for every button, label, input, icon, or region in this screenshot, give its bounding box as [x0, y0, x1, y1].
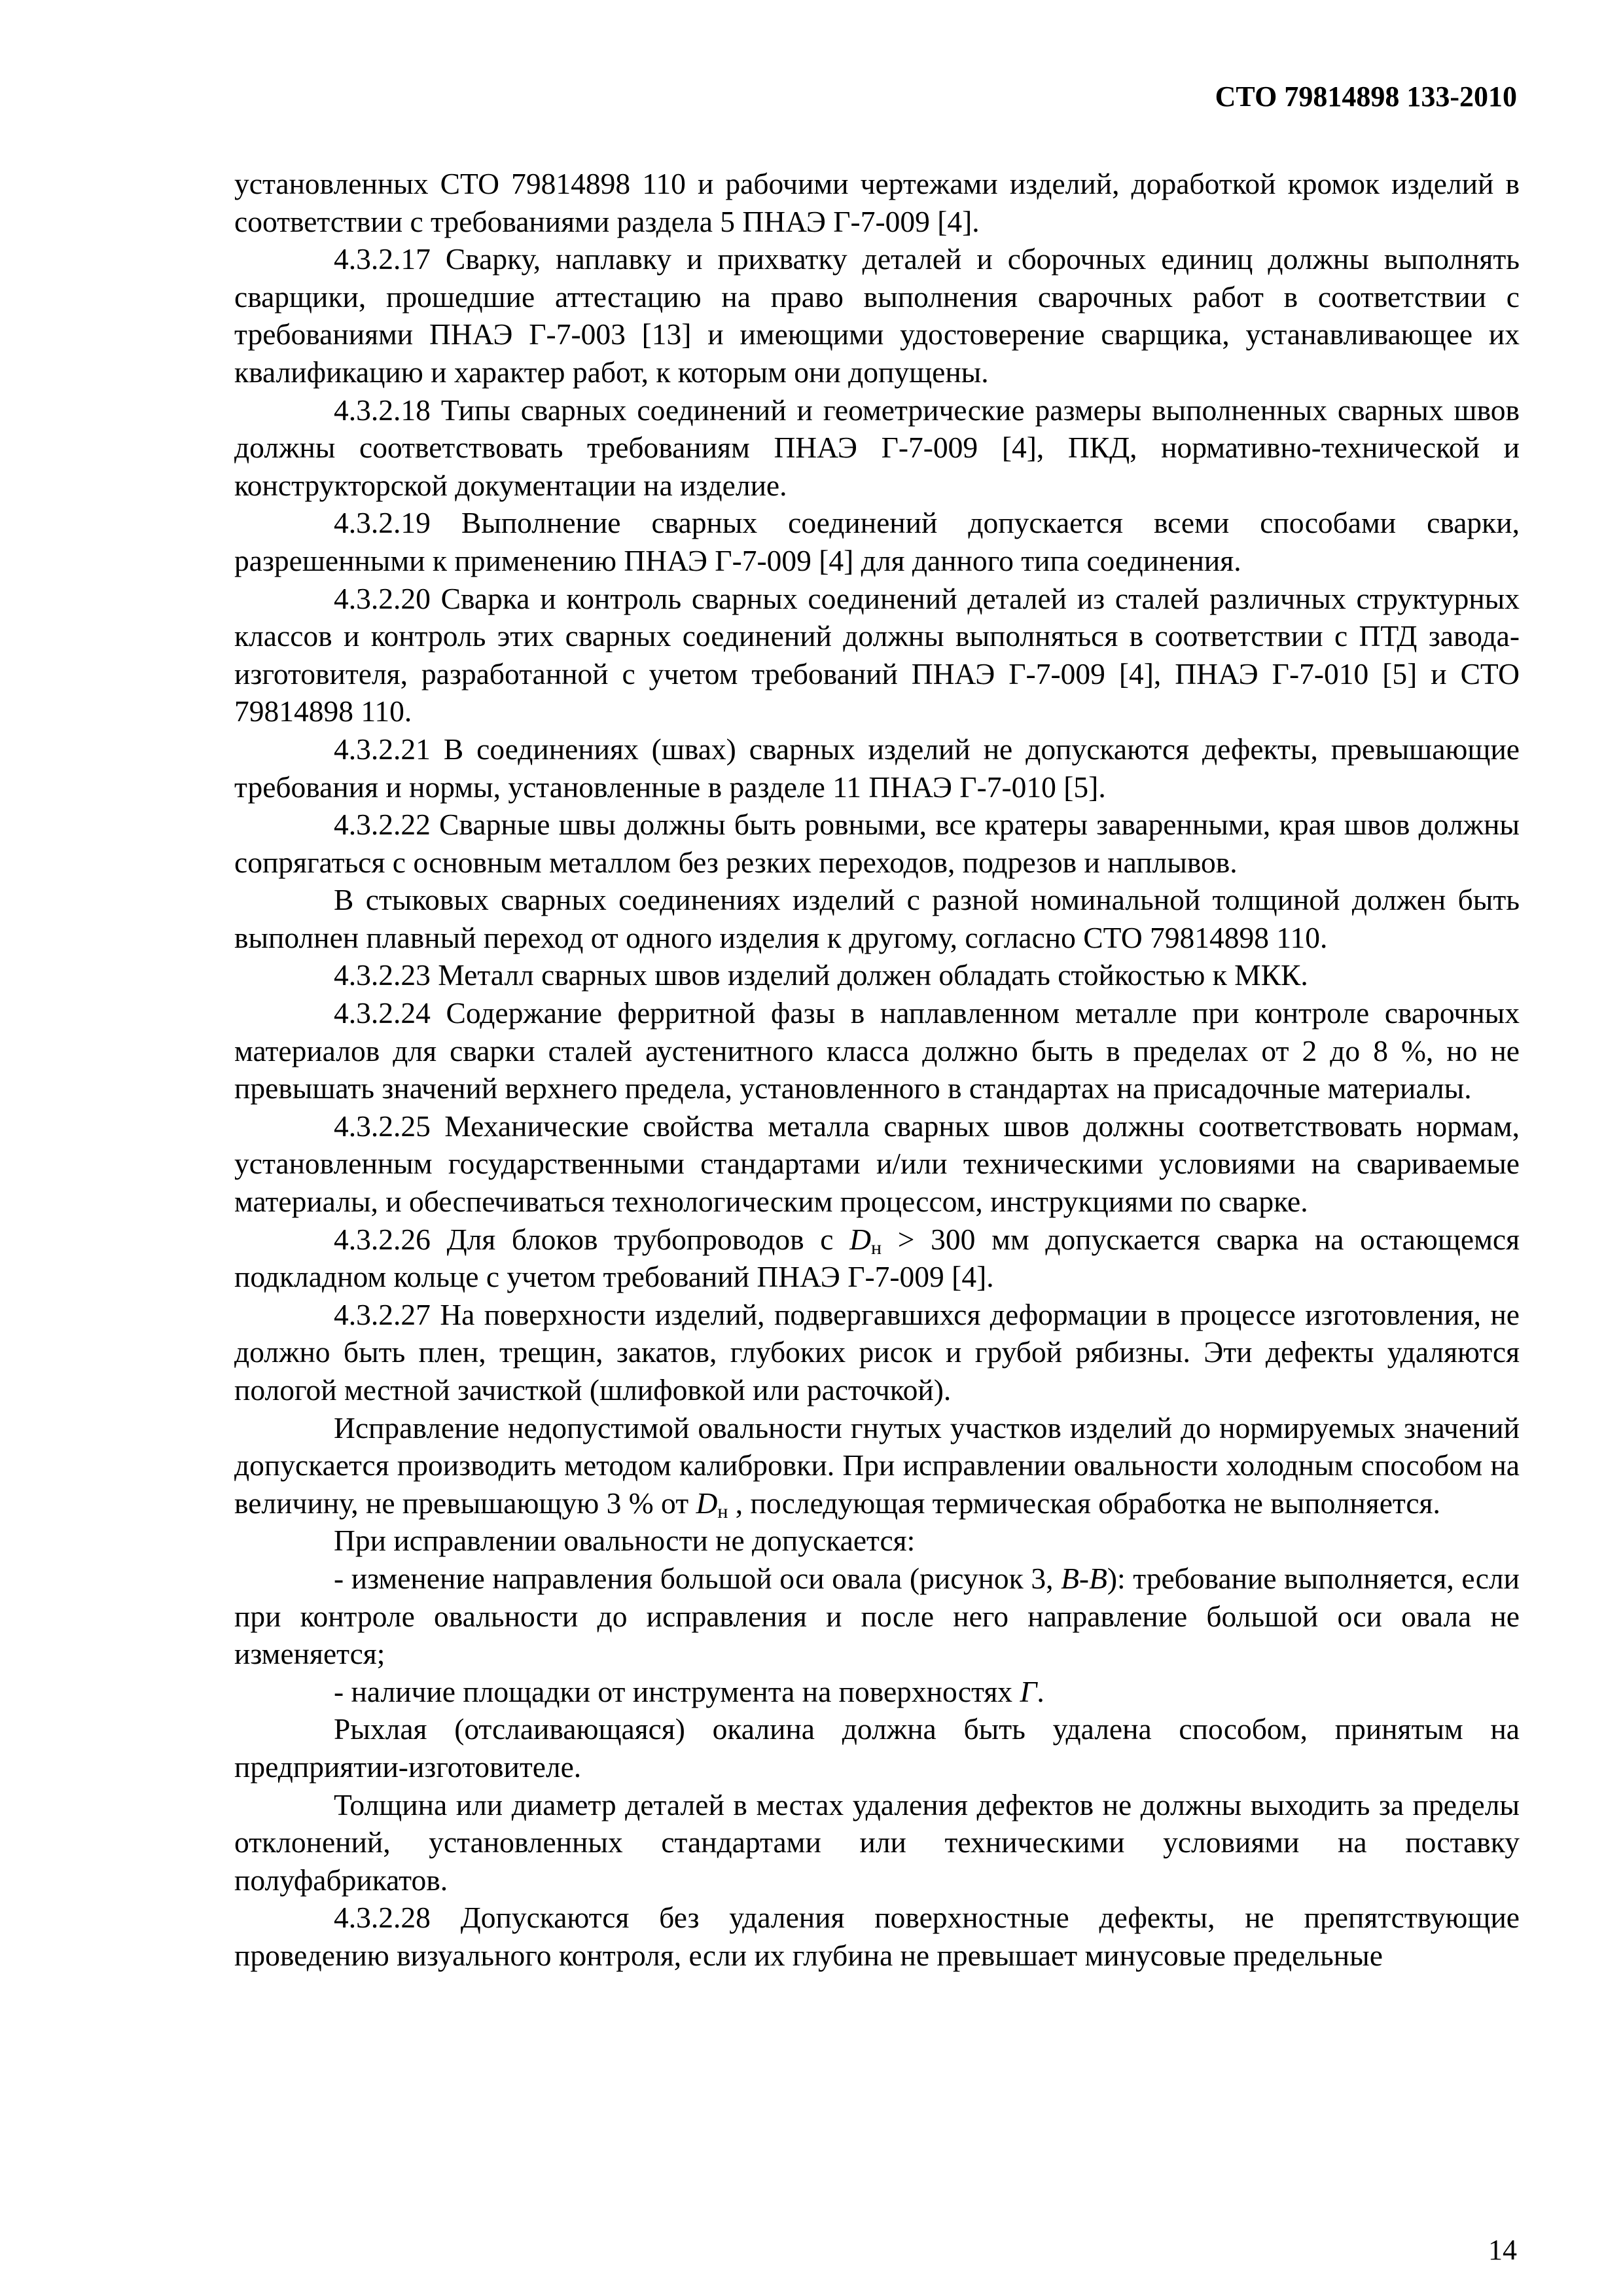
paragraph-pipe-diameter [234, 1221, 1520, 1296]
paragraph: 4.3.2.27 На поверхности изделий, подвергавшихся деформации в процессе изготовления, не должно быть плен, трещин, закатов, глубоких рисок и грубой рябизны. Эти дефекты удаляются пологой местной зачисткой (шлифовкой или расточкой). [234, 1297, 1520, 1407]
paragraph: 4.3.2.17 Сварку, наплавку и прихватку деталей и сборочных единиц должны выполнять сварщики, прошедшие аттестацию на право выполнения сварочных работ в соответствии с требованиями ПНАЭ Г-7-003 [13] и имеющими удостоверение сварщика, устанавливающее их квалификацию и характер работ, к которым они допущены. [234, 242, 1520, 389]
diameter-symbol: D [696, 1486, 718, 1520]
diameter-subscript: н [871, 1236, 882, 1259]
text-run: Исправление недопустимой овальности гнутых участков изделий до нормируемых значений допускается производить методом калибровки. При исправлении овальности холодным способом на величину, не превышающую 3 % от [234, 1410, 1520, 1520]
paragraph: 4.3.2.22 Сварные швы должны быть ровными, все кратеры заваренными, края швов должны сопрягаться с основным металлом без резких переходов, подрезов и наплывов. [234, 808, 1520, 879]
surface-reference: Г [1020, 1674, 1037, 1708]
document-body [234, 165, 1520, 1975]
paragraph: В стыковых сварных соединениях изделий с разной номинальной толщиной должен быть выполнен плавный переход от одного изделия к другому, согласно СТО 79814898 110. [234, 883, 1520, 954]
list-item [234, 1673, 1520, 1711]
text-run: > 300 мм допускается сварка на остающемся подкладном кольце с учетом требований ПНАЭ Г-7-009 [4]. [234, 1222, 1520, 1294]
paragraph: установленных СТО 79814898 110 и рабочими чертежами изделий, доработкой кромок изделий в соответствии с требованиями раздела 5 ПНАЭ Г-7-009 [4]. [234, 167, 1520, 238]
paragraph: 4.3.2.18 Типы сварных соединений и геометрические размеры выполненных сварных швов должны соответствовать требованиям ПНАЭ Г-7-009 [4], ПКД, нормативно-технической и конструкторской документации на изделие. [234, 393, 1520, 502]
text-run: - наличие площадки от инструмента на поверхностях [334, 1674, 1020, 1708]
section-reference: В-В [1061, 1561, 1107, 1595]
text-run: - изменение направления большой оси овала (рисунок 3, [334, 1561, 1061, 1595]
paragraph: 4.3.2.24 Содержание ферритной фазы в наплавленном металле при контроле сварочных материалов для сварки сталей аустенитного класса должно быть в пределах от 2 до 8 %, но не превышать значений верхнего предела, установленного в стандартах на присадочные материалы. [234, 996, 1520, 1105]
paragraph-ovality [234, 1409, 1520, 1522]
document-code-header: СТО 79814898 133-2010 [1215, 81, 1517, 113]
paragraph: 4.3.2.21 В соединениях (швах) сварных изделий не допускаются дефекты, превышающие требования и нормы, установленные в разделе 11 ПНАЭ Г-7-010 [5]. [234, 732, 1520, 804]
diameter-subscript: н [717, 1500, 728, 1522]
paragraph: 4.3.2.23 Металл сварных швов изделий должен обладать стойкостью к МКК. [334, 958, 1308, 992]
paragraph: 4.3.2.25 Механические свойства металла сварных швов должны соответствовать нормам, установленным государственными стандартами и/или техническими условиями на свариваемые материалы, и обеспечиваться технологическим процессом, инструкциями по сварке. [234, 1109, 1520, 1219]
text-run: . [1037, 1674, 1044, 1708]
paragraph: 4.3.2.20 Сварка и контроль сварных соединений деталей из сталей различных структурных классов и контроль этих сварных соединений должны выполняться в соответствии с ПТД завода-изготовителя, разработанной с учетом требований ПНАЭ Г-7-009 [4], ПНАЭ Г-7-010 [5] и СТО 79814898 110. [234, 581, 1520, 728]
paragraph: Толщина или диаметр деталей в местах удаления дефектов не должны выходить за пределы отклонений, установленных стандартами или техническими условиями на поставку полуфабрикатов. [234, 1787, 1520, 1897]
paragraph: Рыхлая (отслаивающаяся) окалина должна быть удалена способом, принятым на предприятии-изготовителе. [234, 1712, 1520, 1784]
paragraph: 4.3.2.28 Допускаются без удаления поверхностные дефекты, не препятствующие проведению визуального контроля, если их глубина не превышает минусовые предельные [234, 1901, 1520, 1972]
text-run: 4.3.2.26 Для блоков трубопроводов с [334, 1222, 850, 1256]
page-number: 14 [1488, 2234, 1517, 2266]
paragraph: 4.3.2.19 Выполнение сварных соединений допускается всеми способами сварки, разрешенными к применению ПНАЭ Г-7-009 [4] для данного типа соединения. [234, 506, 1520, 577]
paragraph: При исправлении овальности не допускается: [334, 1524, 916, 1558]
list-item [234, 1560, 1520, 1673]
diameter-symbol: D [849, 1222, 872, 1256]
text-run: ): требование выполняется, если при контроле овальности до исправления и после него направление большой оси овала не изменяется; [234, 1561, 1520, 1671]
text-run: , последующая термическая обработка не выполняется. [728, 1486, 1440, 1520]
